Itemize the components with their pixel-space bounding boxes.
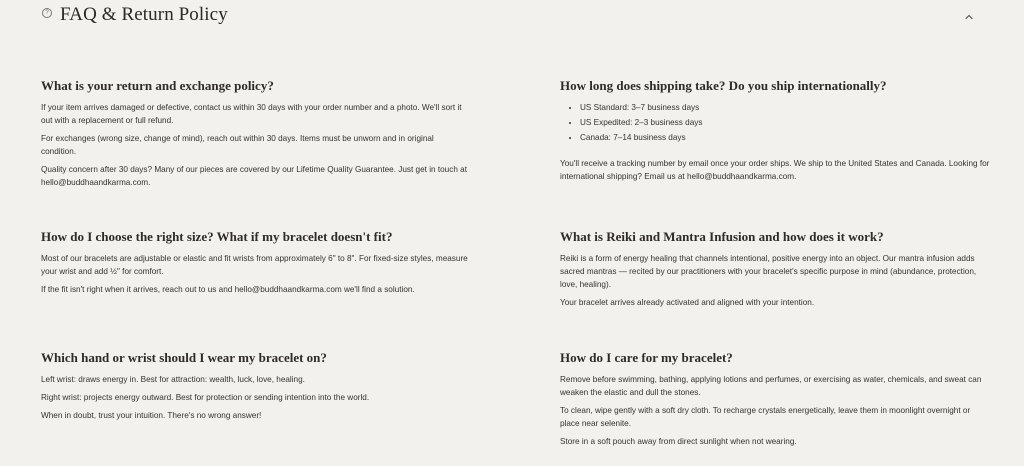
faq-item-care <box>560 350 990 453</box>
faq-question: How do I choose the right size? What if my bracelet doesn't fit? <box>41 229 393 244</box>
faq-answer-paragraph: Your bracelet arrives already activated and aligned with your intention. <box>560 298 815 307</box>
faq-item-reiki <box>560 229 990 314</box>
faq-answer-paragraph: For exchanges (wrong size, change of mind), reach out within 30 days. Items must be unworn and in original condition. <box>41 134 434 156</box>
list-item: • US Expedited: 2–3 business days <box>580 116 990 129</box>
faq-answer-paragraph: Right wrist: projects energy outward. Best for protection or sending intention into the world. <box>41 393 370 402</box>
faq-title: FAQ & Return Policy <box>60 4 228 25</box>
faq-item-wrist <box>41 350 471 427</box>
faq-answer-paragraph: Quality concern after 30 days? Many of our pieces are covered by our Lifetime Quality Guarantee. Just get in touch at hello@buddhaandkarma.com. <box>41 165 467 187</box>
faq-answer-paragraph: When in doubt, trust your intuition. There's no wrong answer! <box>41 411 262 420</box>
chevron-up-icon[interactable] <box>964 12 974 22</box>
faq-answer <box>560 373 990 448</box>
faq-question: What is your return and exchange policy? <box>41 78 274 93</box>
faq-item-return-policy <box>41 78 471 194</box>
faq-answer-paragraph: You'll receive a tracking number by email once your order ships. We ship to the United States and Canada. Looking for international shipping? Email us at hello@buddhaandkarma.com. <box>560 159 990 181</box>
faq-question: What is Reiki and Mantra Infusion and how does it work? <box>560 229 884 244</box>
faq-answer-paragraph: Left wrist: draws energy in. Best for attraction: wealth, luck, love, healing. <box>41 375 305 384</box>
faq-question: Which hand or wrist should I wear my bracelet on? <box>41 350 327 365</box>
faq-answer-paragraph: Store in a soft pouch away from direct sunlight when not wearing. <box>560 437 797 446</box>
help-circle-icon: ? <box>42 8 52 18</box>
faq-answer-paragraph: Reiki is a form of energy healing that channels intentional, positive energy into an object. Our mantra infusion adds sacred mantras — recited by our practitioners with your bracelet's specific purpose in mind (abundance, protection, love, healing). <box>560 254 977 289</box>
faq-item-sizing <box>41 229 471 301</box>
faq-header[interactable] <box>0 0 1024 40</box>
faq-answer-paragraph: Remove before swimming, bathing, applying lotions and perfumes, or exercising as water, chemicals, and sweat can weaken the elastic and dull the stones. <box>560 375 982 397</box>
faq-answer <box>560 101 990 183</box>
list-item: • Canada: 7–14 business days <box>580 131 990 144</box>
faq-answer <box>41 373 471 422</box>
faq-question: How do I care for my bracelet? <box>560 350 733 365</box>
faq-answer <box>41 252 471 296</box>
shipping-times-list <box>560 101 990 144</box>
faq-item-shipping <box>560 78 990 188</box>
faq-answer <box>41 101 471 189</box>
faq-body <box>0 40 1024 466</box>
faq-answer <box>560 252 990 309</box>
faq-question: How long does shipping take? Do you ship internationally? <box>560 78 887 93</box>
list-item: • US Standard: 3–7 business days <box>580 101 990 114</box>
faq-answer-paragraph: Most of our bracelets are adjustable or elastic and fit wrists from approximately 6" to 8". For fixed-size styles, measure your wrist and add ½" for comfort. <box>41 254 468 276</box>
faq-answer-paragraph: If the fit isn't right when it arrives, reach out to us and hello@buddhaandkarma.com we'll find a solution. <box>41 285 415 294</box>
faq-answer-paragraph: To clean, wipe gently with a soft dry cloth. To recharge crystals energetically, leave them in moonlight overnight or place near selenite. <box>560 406 971 428</box>
faq-answer-paragraph: If your item arrives damaged or defective, contact us within 30 days with your order number and a photo. We'll sort it out with a replacement or full refund. <box>41 103 462 125</box>
